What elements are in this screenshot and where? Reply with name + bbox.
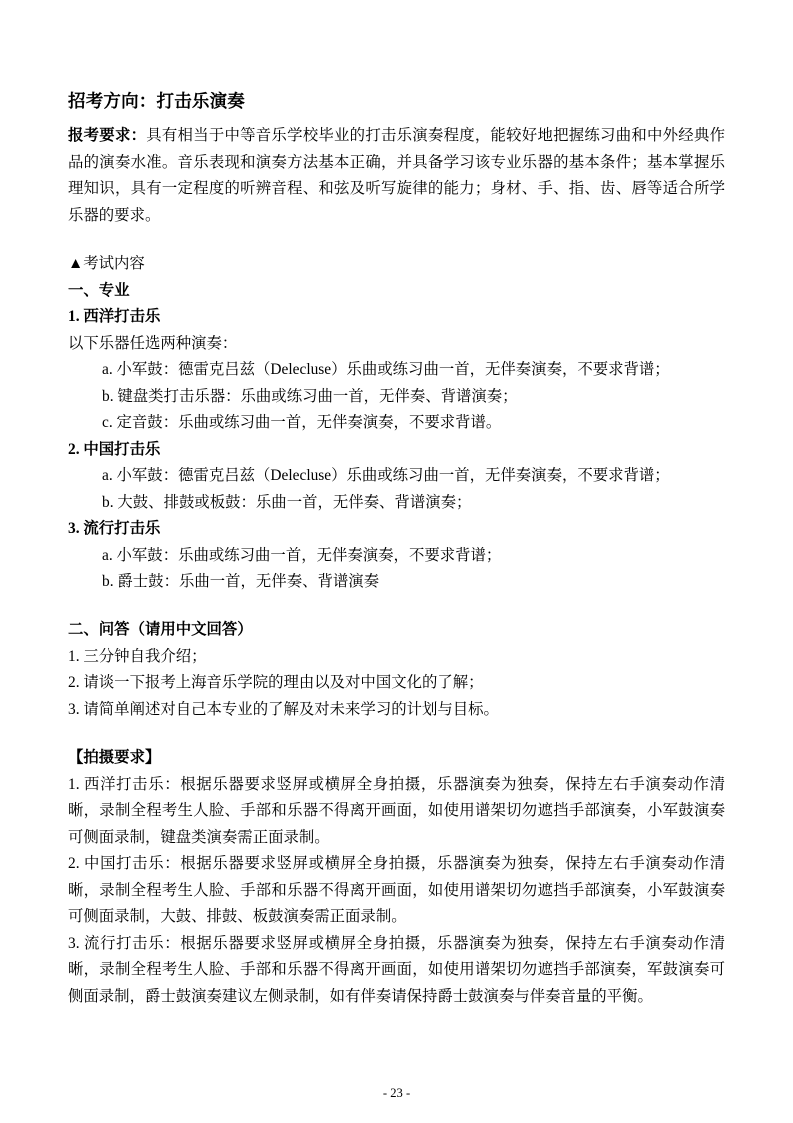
group-3-item-a: a. 小军鼓：乐曲或练习曲一首，无伴奏演奏，不要求背谱； [102, 546, 502, 564]
section-three-heading: 【拍摄要求】 [68, 749, 161, 767]
shooting-requirement-3: 3. 流行打击乐：根据乐器要求竖屏或横屏全身拍摄，乐器演奏为独奏，保持左右手演奏动作清晰，录制全程考生人脸、手部和乐器不得离开画面，如使用谱架切勿遮挡手部演奏，军鼓演奏可侧面录制，爵士鼓演奏建议左侧录制，如有伴奏请保持爵士鼓演奏与伴奏音量的平衡。 [68, 934, 725, 1005]
requirement-text: 具有相当于中等音乐学校毕业的打击乐演奏程度，能较好地把握练习曲和中外经典作品的演奏水准。音乐表现和演奏方法基本正确，并具备学习该专业乐器的基本条件；基本掌握乐理知识，具有一定程度的听辨音程、和弦及听写旋律的能力；身材、手、指、齿、唇等适合所学乐器的要求。 [68, 127, 725, 224]
group-3-item-b: b. 爵士鼓：乐曲一首，无伴奏、背谱演奏 [102, 573, 380, 590]
group-1-heading: 1. 西洋打击乐 [68, 308, 161, 326]
shooting-requirement-2: 2. 中国打击乐：根据乐器要求竖屏或横屏全身拍摄，乐器演奏为独奏，保持左右手演奏动作清晰，录制全程考生人脸、手部和乐器不得离开画面，如使用谱架切勿遮挡手部演奏，小军鼓演奏可侧面录制，大鼓、排鼓、板鼓演奏需正面录制。 [68, 855, 725, 926]
group-1-item-b: b. 键盘类打击乐器：乐曲或练习曲一首，无伴奏、背谱演奏； [102, 387, 518, 405]
section-two-heading: 二、问答（请用中文回答） [68, 621, 253, 639]
section-two-item-2: 2. 请谈一下报考上海音乐学院的理由以及对中国文化的了解； [68, 674, 484, 692]
group-2-heading: 2. 中国打击乐 [68, 440, 161, 458]
requirement-paragraph [68, 123, 725, 229]
group-3-heading: 3. 流行打击乐 [68, 520, 161, 538]
section-two-item-1: 1. 三分钟自我介绍； [68, 647, 207, 665]
shooting-requirement-1: 1. 西洋打击乐：根据乐器要求竖屏或横屏全身拍摄，乐器演奏为独奏，保持左右手演奏动作清晰，录制全程考生人脸、手部和乐器不得离开画面，如使用谱架切勿遮挡手部演奏，小军鼓演奏可侧面录制，键盘类演奏需正面录制。 [68, 775, 725, 846]
page-title: 招考方向：打击乐演奏 [68, 91, 245, 111]
page-number: - 23 - [382, 1086, 411, 1100]
section-two-item-3: 3. 请简单阐述对自己本专业的了解及对未来学习的计划与目标。 [68, 700, 499, 718]
group-1-intro: 以下乐器任选两种演奏： [68, 334, 238, 352]
requirement-label: 报考要求： [68, 127, 147, 145]
group-2-item-a: a. 小军鼓：德雷克吕兹（Delecluse）乐曲或练习曲一首，无伴奏演奏，不要求背谱； [102, 467, 670, 485]
group-1-item-a: a. 小军鼓：德雷克吕兹（Delecluse）乐曲或练习曲一首，无伴奏演奏，不要求背谱； [102, 361, 670, 379]
exam-content-heading: ▲考试内容 [68, 255, 145, 273]
group-2-item-b: b. 大鼓、排鼓或板鼓：乐曲一首，无伴奏、背谱演奏； [102, 493, 472, 511]
section-one-heading: 一、专业 [68, 281, 130, 299]
group-1-item-c: c. 定音鼓：乐曲或练习曲一首，无伴奏演奏，不要求背谱。 [102, 414, 502, 432]
